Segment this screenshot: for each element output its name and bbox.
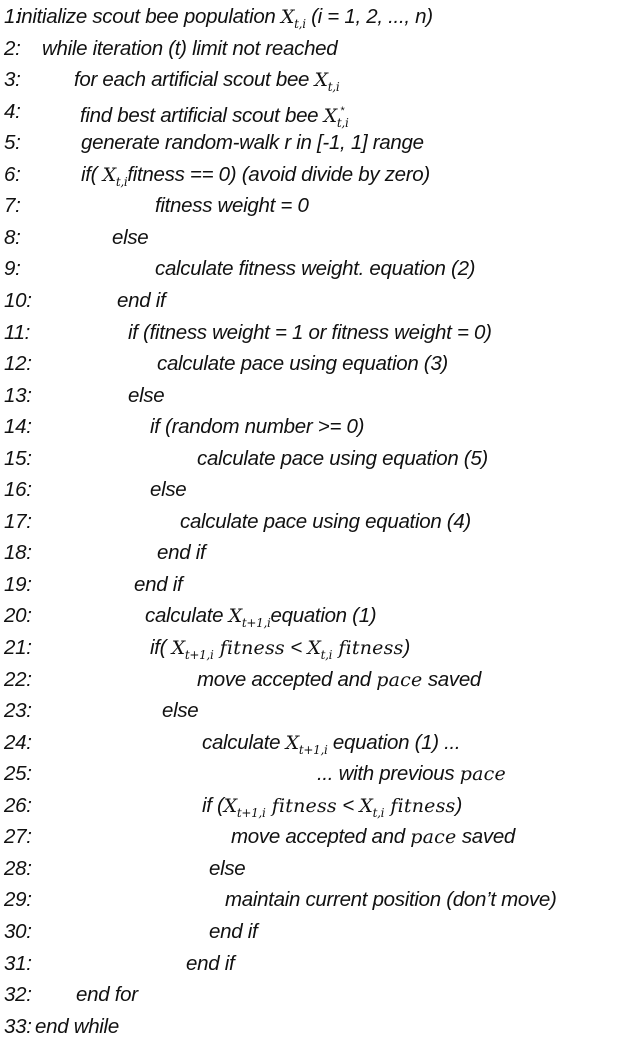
line-number: 14: [4,415,32,439]
statement-text: calculate pace using equation (4) [180,509,471,533]
code-line [0,1011,624,1042]
line-number: 21: [4,636,32,659]
code-line [0,127,624,158]
statement-text: end for [76,983,138,1007]
math-subscript: t,i [115,174,128,189]
statement-text: else [209,856,246,880]
line-number: 3: [4,68,21,92]
line-number: 6: [4,162,21,186]
line-text [197,443,488,474]
code-line [0,159,624,190]
statement-text: calculate [145,604,229,628]
statement-text: if( [150,636,172,659]
code-line [0,600,624,631]
statement-text: while iteration (t) limit not reached [42,36,338,60]
line-number: 10: [4,288,32,312]
comparison-operator: < [284,636,308,659]
line-number: 18: [4,541,32,565]
math-word: fitness [332,637,404,659]
statement-text: find best artificial scout bee [80,103,324,127]
line-number: 28: [4,856,32,880]
math-subscript: t+1,i [184,648,214,662]
statement-text: saved [422,667,482,691]
line-text [209,853,245,884]
line-number: 25: [4,762,32,786]
math-word: pace [376,668,423,691]
math-variable: X [359,794,373,817]
statement-text: fitness == 0) (avoid divide by zero) [127,162,430,186]
code-line [0,821,624,852]
statement-text: calculate fitness weight. equation (2) [155,257,476,281]
line-text [180,506,471,537]
statement-text: end while [35,1014,119,1038]
math-subscript: t,i [327,80,340,95]
code-line [0,443,624,474]
line-number: 27: [4,825,32,849]
math-variable: X [314,69,328,92]
statement-text: end if [117,288,166,312]
statement-text: initialize scout bee population [17,5,281,28]
line-text [81,127,424,158]
statement-text: ) [455,793,463,817]
code-line [0,853,624,884]
code-line [0,916,624,947]
code-line [0,632,624,663]
code-line [0,285,624,316]
math-subscript: t,i [336,115,349,130]
line-number: 17: [4,509,32,533]
code-line [0,1,624,32]
line-text [197,664,481,696]
line-number: 7: [4,194,21,218]
math-word: fitness [213,637,285,659]
line-number: 4: [4,99,21,123]
statement-text: end if [186,951,235,975]
code-line [0,790,624,821]
line-text [112,222,148,253]
statement-text: else [162,699,199,723]
code-line [0,253,624,284]
line-text [150,411,364,442]
statement-text: if (fitness weight = 1 or fitness weight = 0) [128,320,492,344]
statement-text: if( [81,162,103,186]
comparison-operator: < [336,793,360,817]
math-word: pace [410,826,457,849]
statement-text: else [128,383,165,407]
line-text [317,758,506,790]
line-text [117,285,165,316]
statement-text: if ( [202,793,224,817]
code-line [0,758,624,789]
math-variable: X [228,605,242,628]
math-subscript: t,i [372,805,385,820]
line-number: 12: [4,352,32,376]
statement-text: calculate pace using equation (3) [157,352,448,376]
statement-text: move accepted and [197,667,377,691]
code-line [0,222,624,253]
statement-text: generate random-walk r in [-1, 1] range [81,131,424,155]
line-number: 30: [4,919,32,943]
math-subscript: t,i [294,17,306,31]
math-subscript: t,i [320,648,333,662]
statement-text: for each artificial scout bee [74,68,315,92]
statement-text: else [150,478,187,502]
statement-text: ) [403,636,411,659]
code-line [0,537,624,568]
statement-text: calculate [202,730,286,754]
math-word: fitness [384,794,456,817]
statement-text: end if [134,572,183,596]
statement-text: fitness weight = 0 [155,194,309,218]
line-number: 11: [4,320,31,344]
line-number: 23: [4,699,32,723]
math-variable: X [171,637,185,659]
code-line [0,64,624,95]
line-text [186,948,234,979]
line-number: 32: [4,983,32,1007]
statement-text: (i = 1, 2, ..., n) [305,5,433,28]
math-subscript: t+1,i [236,805,266,820]
math-variable: X [102,163,116,186]
line-number: 31: [4,951,32,975]
line-text [128,380,164,411]
line-number: 1: [4,5,21,28]
code-line [0,664,624,695]
line-text [157,348,448,379]
statement-text: end if [209,919,258,943]
statement-text: if (random number >= 0) [150,415,365,439]
line-number: 19: [4,572,32,596]
math-superscript: * [340,104,345,117]
code-line [0,96,624,130]
line-number: 16: [4,478,32,502]
code-line [0,380,624,411]
line-number: 9: [4,257,21,281]
line-text [209,916,257,947]
statement-text: equation (1) ... [327,730,461,754]
line-number: 5: [4,131,21,155]
line-text [42,33,337,64]
statement-text: end if [157,541,206,565]
line-number: 20: [4,604,32,628]
line-number: 22: [4,667,32,691]
statement-text: saved [456,825,516,849]
code-line [0,948,624,979]
line-number: 15: [4,446,32,470]
line-text [155,253,475,284]
statement-text: else [112,225,149,249]
line-number: 8: [4,225,21,249]
code-line [0,727,624,758]
code-line [0,884,624,915]
line-number: 24: [4,730,32,754]
line-number: 26: [4,793,32,817]
code-line [0,474,624,505]
math-variable: X [280,6,295,28]
code-line [0,506,624,537]
statement-text: maintain current position (don’t move) [225,888,557,912]
math-variable: X [323,104,337,127]
line-text [157,537,205,568]
code-line [0,348,624,379]
line-number: 29: [4,888,32,912]
code-line [0,411,624,442]
statement-text: move accepted and [231,825,411,849]
line-text [76,979,138,1010]
math-variable: X [285,731,299,754]
line-text [231,821,515,853]
line-text [150,474,186,505]
line-number: 33: [4,1014,32,1038]
math-variable: X [307,637,321,659]
line-number: 2: [4,36,21,60]
line-text [134,569,182,600]
code-line [0,317,624,348]
statement-text: equation (1) [270,604,377,628]
line-text [128,317,492,348]
statement-text: ... with previous [317,762,460,786]
line-number: 13: [4,383,32,407]
code-line [0,979,624,1010]
math-variable: X [223,794,237,817]
math-word: pace [459,763,506,786]
line-text [155,190,309,221]
statement-text: calculate pace using equation (5) [197,446,488,470]
math-word: fitness [265,794,337,817]
code-line [0,33,624,64]
math-subscript: t+1,i [241,616,271,631]
math-subscript: t+1,i [298,742,328,757]
code-line [0,569,624,600]
line-text [162,695,198,726]
code-line [0,695,624,726]
code-line [0,190,624,221]
line-text [225,884,557,915]
line-text [35,1011,119,1042]
